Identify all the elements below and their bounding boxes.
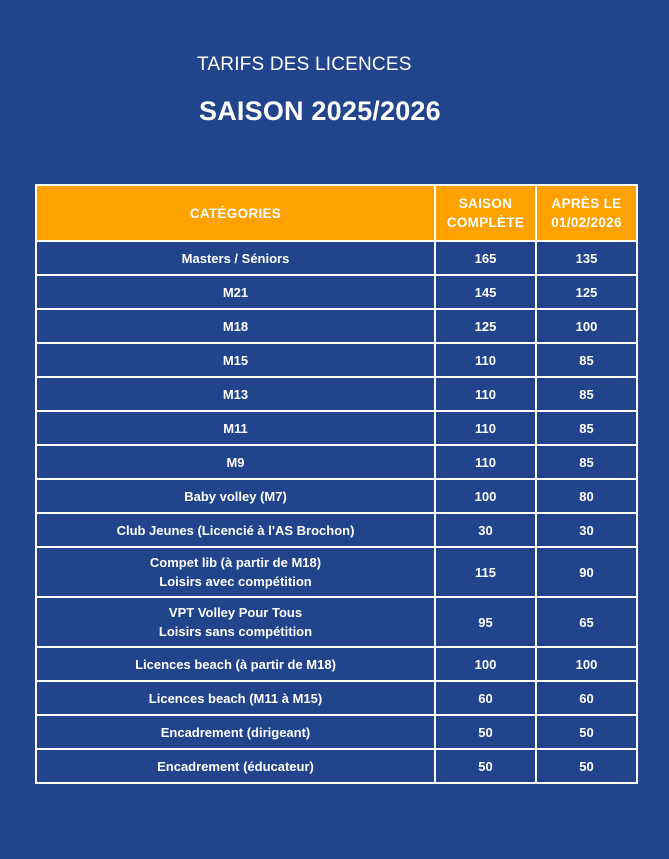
category-cell: Baby volley (M7)	[36, 479, 435, 513]
full-season-price: 100	[435, 479, 536, 513]
header-after-date	[536, 185, 637, 241]
header-after-date-line1: APRÈS LE	[551, 196, 622, 211]
table-row	[36, 681, 637, 715]
table-row	[36, 547, 637, 597]
full-season-price: 60	[435, 681, 536, 715]
category-cell: M15	[36, 343, 435, 377]
header-full-season-line2: COMPLÈTE	[446, 215, 525, 230]
after-date-price: 50	[536, 715, 637, 749]
category-line2: Loisirs avec compétition	[159, 574, 312, 589]
full-season-price: 115	[435, 547, 536, 597]
category-cell: Licences beach (M11 à M15)	[36, 681, 435, 715]
after-date-price: 100	[536, 309, 637, 343]
full-season-price: 50	[435, 715, 536, 749]
after-date-price: 125	[536, 275, 637, 309]
table-row	[36, 597, 637, 647]
full-season-price: 95	[435, 597, 536, 647]
full-season-price: 110	[435, 411, 536, 445]
full-season-price: 145	[435, 275, 536, 309]
table-row	[36, 445, 637, 479]
after-date-price: 65	[536, 597, 637, 647]
after-date-price: 50	[536, 749, 637, 783]
header-categories: CATÉGORIES	[36, 185, 435, 241]
after-date-price: 60	[536, 681, 637, 715]
full-season-price: 165	[435, 241, 536, 275]
category-line1: Compet lib (à partir de M18)	[149, 555, 322, 570]
table-header-row	[36, 185, 637, 241]
header-after-date-line2: 01/02/2026	[551, 215, 622, 230]
category-cell: Club Jeunes (Licencié à l'AS Brochon)	[36, 513, 435, 547]
after-date-price: 85	[536, 377, 637, 411]
table-row	[36, 377, 637, 411]
after-date-price: 85	[536, 411, 637, 445]
category-cell	[36, 597, 435, 647]
category-cell: M11	[36, 411, 435, 445]
category-line2: Loisirs sans compétition	[158, 624, 313, 639]
page-title: SAISON 2025/2026	[199, 96, 441, 126]
full-season-price: 30	[435, 513, 536, 547]
after-date-price: 135	[536, 241, 637, 275]
table-row	[36, 241, 637, 275]
after-date-price: 80	[536, 479, 637, 513]
after-date-price: 90	[536, 547, 637, 597]
category-cell: Encadrement (dirigeant)	[36, 715, 435, 749]
pricing-table	[35, 184, 638, 784]
table-row	[36, 343, 637, 377]
full-season-price: 110	[435, 343, 536, 377]
category-cell: M13	[36, 377, 435, 411]
full-season-price: 100	[435, 647, 536, 681]
category-cell: M18	[36, 309, 435, 343]
category-line1: VPT Volley Pour Tous	[168, 605, 303, 620]
page-subtitle: TARIFS DES LICENCES	[197, 54, 412, 75]
header-full-season	[435, 185, 536, 241]
category-cell: Masters / Séniors	[36, 241, 435, 275]
after-date-price: 30	[536, 513, 637, 547]
category-cell: Licences beach (à partir de M18)	[36, 647, 435, 681]
table-row	[36, 275, 637, 309]
after-date-price: 100	[536, 647, 637, 681]
table-row	[36, 411, 637, 445]
category-cell: M9	[36, 445, 435, 479]
after-date-price: 85	[536, 445, 637, 479]
table-row	[36, 715, 637, 749]
category-cell: M21	[36, 275, 435, 309]
category-cell	[36, 547, 435, 597]
full-season-price: 50	[435, 749, 536, 783]
category-cell: Encadrement (éducateur)	[36, 749, 435, 783]
table-row	[36, 749, 637, 783]
table-row	[36, 479, 637, 513]
after-date-price: 85	[536, 343, 637, 377]
table-row	[36, 309, 637, 343]
full-season-price: 110	[435, 445, 536, 479]
full-season-price: 110	[435, 377, 536, 411]
table-row	[36, 513, 637, 547]
table-row	[36, 647, 637, 681]
header-full-season-line1: SAISON	[458, 196, 513, 211]
full-season-price: 125	[435, 309, 536, 343]
